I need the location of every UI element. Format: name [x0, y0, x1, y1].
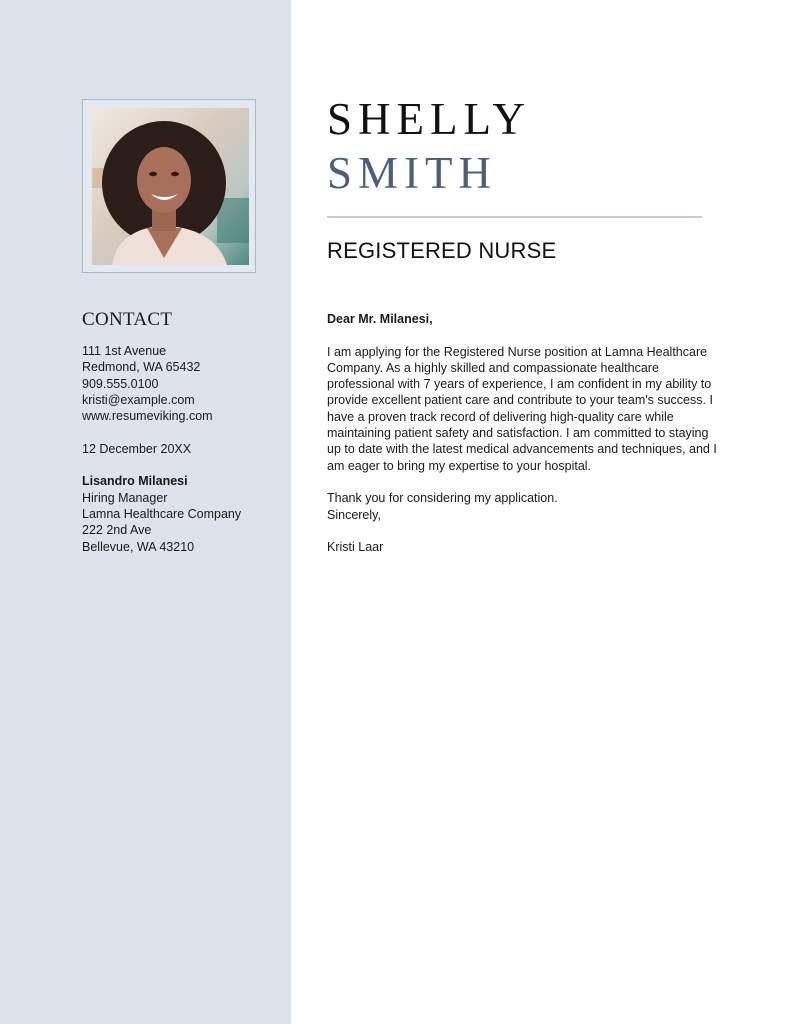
recipient-company: Lamna Healthcare Company: [82, 506, 242, 521]
body-line: maintaining patient safety and satisfaction. I am committed to staying: [327, 426, 709, 441]
body-line: up to date with the latest medical advancements and techniques, and I: [327, 442, 717, 457]
sender-website[interactable]: www.resumeviking.com: [82, 409, 213, 424]
spacer: [327, 474, 717, 490]
body-line: have a proven track record of delivering high-quality care while: [327, 409, 674, 424]
sender-address-line2: Redmond, WA 65432: [82, 360, 201, 375]
recipient-name: Lisandro Milanesi: [82, 474, 188, 489]
spacer: [82, 457, 282, 473]
sender-address-line1: 111 1st Avenue: [82, 344, 167, 358]
profile-photo: [92, 108, 249, 265]
contact-block: [82, 343, 282, 555]
photo-frame: [82, 99, 256, 273]
closing-line: Sincerely,: [327, 507, 381, 522]
letter-body: [327, 311, 717, 555]
contact-heading: CONTACT: [82, 309, 173, 330]
recipient-address-line1: 222 2nd Ave: [82, 523, 152, 538]
body-line: provide excellent patient care and contribute to your team's success. I: [327, 393, 713, 408]
job-title: REGISTERED NURSE: [327, 238, 557, 263]
sidebar: [0, 0, 291, 1024]
first-name: SHELLY: [327, 94, 531, 144]
signature: Kristi Laar: [327, 540, 384, 555]
thanks-line: Thank you for considering my application.: [327, 491, 558, 506]
spacer: [82, 424, 282, 440]
header-divider: [327, 216, 702, 218]
recipient-title: Hiring Manager: [82, 490, 168, 505]
body-line: I am applying for the Registered Nurse position at Lamna Healthcare: [327, 344, 708, 359]
portrait-illustration-icon: [92, 108, 249, 265]
letter-date: 12 December 20XX: [82, 441, 192, 456]
body-line: professional with 7 years of experience, I am confident in my ability to: [327, 377, 712, 392]
body-line: Company. As a highly skilled and compassionate healthcare: [327, 360, 659, 375]
sender-phone: 909.555.0100: [82, 376, 159, 391]
body-line: am eager to bring my expertise to your hospital.: [327, 458, 592, 473]
spacer: [327, 327, 717, 343]
last-name: SMITH: [327, 148, 498, 198]
sender-email[interactable]: kristi@example.com: [82, 392, 195, 407]
salutation: Dear Mr. Milanesi,: [327, 312, 433, 326]
recipient-address-line2: Bellevue, WA 43210: [82, 539, 195, 554]
spacer: [327, 523, 717, 539]
